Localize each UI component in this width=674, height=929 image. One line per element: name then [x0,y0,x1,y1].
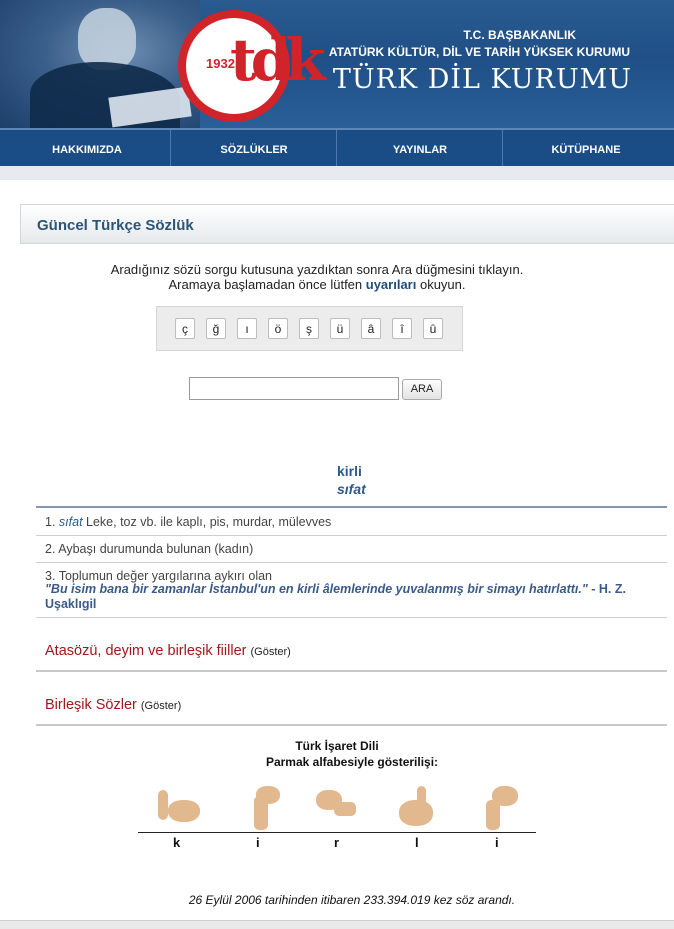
section-compounds [45,697,181,713]
char-button-c-cedilla[interactable]: ç [175,318,195,339]
char-button-u-circumflex[interactable]: û [423,318,443,339]
definition-tag: sıfat [58,515,83,529]
definition-number: 2. [45,542,56,556]
special-char-panel [156,306,463,351]
result-divider [36,506,667,508]
definition-number: 3. [45,569,56,583]
header-banner [0,0,674,128]
photo-figure-head [78,8,136,70]
result-word: kirli [337,463,362,479]
definition-number: 1. [45,515,56,529]
tdk-logo[interactable] [178,10,320,122]
sign-language-title: Türk İşaret Dili [295,739,379,753]
hand-sign-i-icon [478,786,528,832]
intro-line2-post: okuyun. [416,277,466,292]
definition-2 [45,542,253,556]
definition-text: Toplumun değer yargılarına aykırı olan [58,569,272,583]
definition-separator [36,562,667,563]
section-idioms [45,643,291,659]
char-button-a-circumflex[interactable]: â [361,318,381,339]
char-button-u-umlaut[interactable]: ü [330,318,350,339]
search-counter-footer: 26 Eylül 2006 tarihinden itibaren 233.394.019 kez söz arandı. [188,893,516,907]
nav-item-yayinlar[interactable]: YAYINLAR [336,130,503,168]
char-button-g-breve[interactable]: ğ [206,318,226,339]
sign-letter: i [495,835,499,850]
quote-text: "Bu isim bana bir zamanlar İstanbul'un en kirli âlemlerinde yuvalanmış bir simayı hatırlattı." [45,582,588,596]
definition-3 [45,569,272,583]
logo-letters: tdk [230,26,320,94]
sign-letter: i [256,835,260,850]
sign-baseline [138,832,536,833]
sign-letter: l [415,835,419,850]
intro-text-line2 [0,277,634,292]
search-input[interactable] [189,377,399,400]
result-word-type: sıfat [337,481,366,497]
sign-letter: r [334,835,340,850]
nav-underline-strip [0,166,674,180]
section-idioms-title: Atasözü, deyim ve birleşik fiiller [45,643,247,659]
org-line2: ATATÜRK KÜLTÜR, DİL VE TARİH YÜKSEK KURUMU [328,45,630,59]
char-button-i-circumflex[interactable]: î [392,318,412,339]
search-button[interactable]: ARA [402,379,442,400]
org-line1: T.C. BAŞBAKANLIK [463,28,576,42]
intro-line2-pre: Aramaya başlamadan önce lütfen [168,277,366,292]
section-divider [36,670,667,672]
section-compounds-title: Birleşik Sözler [45,697,137,713]
definition-1 [45,515,331,529]
hand-sign-l-icon [395,786,445,832]
logo-year: 1932 [206,56,235,71]
ataturk-photo [0,0,200,128]
definition-separator [36,535,667,536]
definition-text: Aybaşı durumunda bulunan (kadın) [58,542,254,556]
char-button-o-umlaut[interactable]: ö [268,318,288,339]
hand-sign-i-icon [236,786,286,832]
nav-item-sozlukler[interactable]: SÖZLÜKLER [170,130,337,168]
section-compounds-toggle[interactable]: (Göster) [140,700,182,712]
definition-quote [45,582,645,612]
section-divider [36,724,667,726]
panel-title: Güncel Türkçe Sözlük [37,217,194,234]
hand-sign-r-icon [312,786,362,832]
org-name: TÜRK DİL KURUMU [332,64,632,95]
panel-title-bar [20,204,674,244]
nav-item-kutuphane[interactable]: KÜTÜPHANE [502,130,669,168]
sign-language-subtitle: Parmak alfabesiyle gösterilişi: [265,755,439,769]
char-button-dotless-i[interactable]: ı [237,318,257,339]
char-button-s-cedilla[interactable]: ş [299,318,319,339]
intro-text-line1: Aradığınız sözü sorgu kutusuna yazdıktan sonra Ara düğmesini tıklayın. [110,262,524,277]
main-nav [0,128,674,168]
definition-text: Leke, toz vb. ile kaplı, pis, murdar, mülevves [82,515,332,529]
nav-item-hakkimizda[interactable]: HAKKIMIZDA [52,144,122,156]
quote-author: - H. Z. Uşaklıgil [45,582,626,611]
sign-letter: k [173,835,181,850]
definition-separator [36,617,667,618]
section-idioms-toggle[interactable]: (Göster) [250,646,291,658]
hand-sign-k-icon [152,786,202,832]
warnings-link[interactable]: uyarıları [365,277,417,292]
